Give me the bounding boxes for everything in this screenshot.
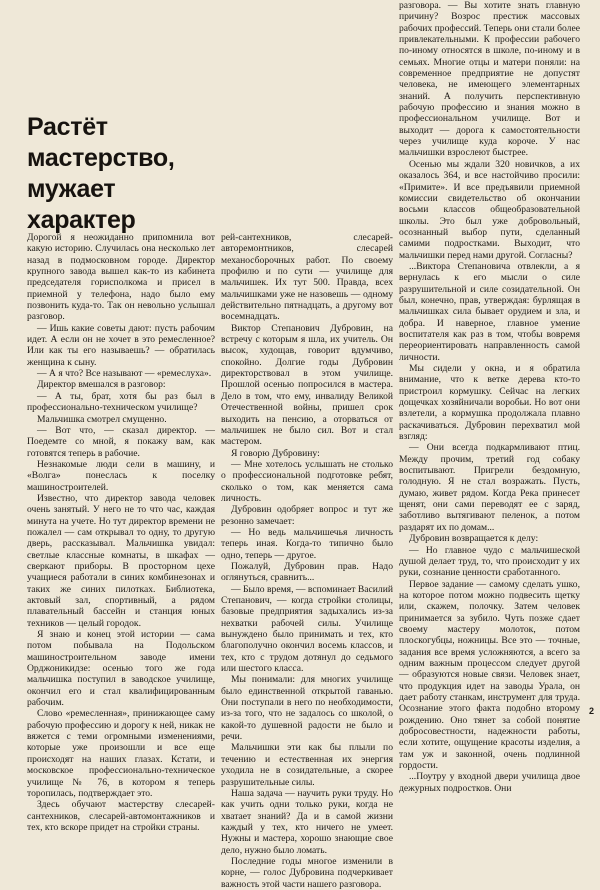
paragraph: — Они всегда подкармливают птиц. Между прочим, третий год собаку воспитывают. Пригрели бездомную, голодную. Я не стал возражать. Пусть, думаю, живет рядом. Когда Река принесет щенят, они сами переводят ее с заряд, заботливо вытягивают пеленок, а потом раздарят их по домам... bbox=[399, 442, 580, 533]
paragraph: Мы понимали: для многих училище было единственной открытой гаванью. Они поступали в него по необходимости, из-за того, что не задалось со школой, о какой-то душевной радости не было и речи. bbox=[221, 674, 393, 743]
headline-line: Растёт bbox=[27, 113, 108, 141]
paragraph: — Мне хотелось услышать не столько о профессиональной подготовке ребят, сколько о том, как меняется сама личность. bbox=[221, 458, 393, 504]
paragraph: Пожалуй, Дубровин прав. Надо оглянуться, сравнить... bbox=[221, 560, 393, 584]
paragraph: разговора. — Вы хотите знать главную причину? Возрос престиж массовых рабочих профессий. Теперь они стали более привлекательными. К профессии рабочего по-иному относятся в школе, по-иному и в семьях. Многие отцы и матери поняли: на современное предприятие не допустят человека, не имеющего элементарных знаний. А получить перспективную рабочую профессию и знания можно в профессиональном училище. Вот и выходит — дорога к самостоятельности через училище куда короче. У нас мальчишки взрослеют быстрее. bbox=[399, 0, 580, 159]
paragraph: Мы сидели у окна, и я обратила внимание, что к ветке дерева кто-то пристроил кормушку. Сейчас на легких дощечках хозяйничали воробьи. Но вот они взлетели, а кормушка продолжала плавно раскачиваться. Дубровин перехватил мой взгляд: bbox=[399, 363, 580, 443]
paragraph: — Но главное чудо с мальчишеской душой делает труд, то, что происходит у их руки, сознание ценности сработанного. bbox=[399, 544, 580, 579]
paragraph: ...Поутру у входной двери училища двое дежурных подростков. Они bbox=[399, 771, 580, 794]
paragraph: Дубровин одобряет вопрос и тут же резонно замечает: bbox=[221, 504, 393, 527]
paragraph: Первое задание — самому сделать ушко, на которое потом можно подвесить щетку или, скажем, полочку. Затем человек принимается за зубило. Чуть позже сдает своему мастеру молоток, потом плоскогубцы, ножницы. Все это — точные, задания все время усложняются, а всего за одним важным процессом следует другой — образуются новые связи. Человек знает, что продукция идет на заводы Урала, он дает работу станкам, инструмент для труда. Осознание этого факта подобно второму рождению. Оно тянет за собой понятие добросовестности, надежности работы, если хотите, ощущение красоты изделия, а там уж и законной, очень подлинной гордости. bbox=[399, 578, 580, 772]
paragraph: Наша задача — научить руки труду. Но как учить одни только руки, когда не хватает знаний? Да и в самой жизни каждый у тех, кто ничего не умеет. Нужны и мастера, хорошо знающие свое дело, нужно было ломать. bbox=[221, 787, 393, 856]
paragraph: Здесь обучают мастерству слесарей-сантехников, слесарей-автомонтажников и тех, кто вскоре придет на стройки страны. bbox=[27, 799, 215, 833]
paragraph: Виктор Степанович Дубровин, на встречу с которым я шла, их учитель. Он высок, худощав, говорит вдумчиво, спокойно. Долгие годы Дубровин директорствовал в этом училище. Прошлой осенью попросился в мастера. Дело в том, что ему, инвалиду Великой Отечественной войны, пришел срок выходить на пенсию, а оторваться от мальчишек не было сил. Вот и стал мастером. bbox=[221, 322, 393, 448]
paragraph: — А я что? Все называют — «ремеслуха». bbox=[37, 368, 212, 380]
page-number: 2 bbox=[588, 706, 594, 716]
paragraph: Мальчишка смотрел смущенно. bbox=[37, 413, 167, 425]
paragraph: Последние годы многое изменили в корне, — голос Дубровина подчеркивает важность этой части нашего разговора. bbox=[221, 855, 393, 890]
paragraph: — Вот что, — сказал директор. — Поедемте со мной, я покажу вам, как готовятся теперь в рабочие. bbox=[27, 424, 215, 459]
paragraph: рей-сантехников, слесарей-авторемонтников, слесарей механосборочных работ. По своему профилю и по сути — училище для мальчишек. Их тут 500. Правда, всех мальчишками уже не назовешь — одному действительно пятнадцать, а другому вот восемнадцать. bbox=[221, 232, 393, 323]
paragraph: Директор вмешался в разговор: bbox=[37, 379, 166, 391]
paragraph: — Но ведь мальчишечья личность теперь иная. Когда-то типично было одно, теперь — другое. bbox=[221, 526, 393, 561]
paragraph: Осенью мы ждали 320 новичков, а их оказалось 364, и все настойчиво просили: «Примите». И все предъявили приемной комиссии свидетельство об окончании восьми классов общеобразовательной школы. Это был уже добровольный, осознанный выбор пути, сделанный самими подростками. Выходит, что мальчишки перед нами другой. Согласны? bbox=[399, 158, 580, 261]
paragraph: Я говорю Дубровину: bbox=[231, 447, 320, 459]
paragraph: Дорогой я неожиданно припомнила вот какую историю. Случилась она несколько лет назад в подмосковном городе. Директор крупного завода вышел как-то из кабинета председателя горисполкома и присел в приемной у телефона, надо было ему позвонить куда-то. Так он невольно услышал разговор. bbox=[27, 232, 215, 323]
paragraph: — Было время, — вспоминает Василий Степанович, — когда стройки столицы, базовые предприятия задыхались из-за нехватки рабочей силы. Училище вынуждено было принимать и тех, кто благополучно окончил восемь классов, и тех, кто с трудом дотянул до седьмого или шестого класса. bbox=[221, 583, 393, 675]
paragraph: ...Виктора Степановича отвлекли, а я вернулась к его мысли о силе разрушительной и силе созидательной. Он был, конечно, прав, утверждая: бурлящая в мальчишках сила бывает орудием и зла, и добра. И наверное, главное умение воспитателя как раз в том, чтобы вовремя переориентировать направленность самой личности. bbox=[399, 260, 580, 363]
paragraph: Известно, что директор завода человек очень занятый. У него не то что час, каждая минута на учете. Но тут директор времени не пожалел — сам открывал то одну, то другую дверь, рассказывал. Мальчишка увидал: светлые классные комнаты, в шкафах — сверкают приборы. В просторном цехе учащиеся работали в синих комбинезонах и таких же синих пилотках. Библиотека, актовый зал, спортивный, а рядом плавательный бассейн и станция юных техников — целый городок. bbox=[27, 492, 215, 629]
text-column-1 bbox=[27, 232, 215, 833]
headline-line: мастерство, bbox=[27, 144, 175, 172]
paragraph: Слово «ремесленная», принижающее саму рабочую профессию и дорогу к ней, никак не вяжется с теми огромными изменениями, которые уже произошли и все еще происходят на наших глазах. Кстати, и московское профессионально-техническое училище № 76, в котором я теперь торопилась, подтверждает это. bbox=[27, 708, 215, 799]
article-headline bbox=[27, 112, 217, 236]
paragraph: Я знаю и конец этой истории — сама потом побывала на Подольском машиностроительном заводе имени Орджоникидзе: осенью того же года мальчишка поступил в заводское училище, окончил его и стал квалифицированным рабочим. bbox=[27, 629, 215, 709]
paragraph: — А ты, брат, хотя бы раз был в профессионально-техническом училище? bbox=[27, 390, 215, 414]
text-column-3 bbox=[399, 0, 580, 794]
paragraph: — Ишь какие советы дают: пусть рабочим идет. А если он не хочет в это ремесленное? Или как ты его называешь? — обратилась женщина к сыну. bbox=[27, 322, 215, 368]
text-column-2 bbox=[221, 232, 393, 890]
headline-line: мужает bbox=[27, 175, 116, 203]
paragraph: Незнакомые люди сели в машину, и «Волга» понеслась к поселку машиностроителей. bbox=[27, 458, 215, 493]
paragraph: Дубровин возвращается к делу: bbox=[409, 533, 539, 545]
headline-line: характер bbox=[27, 206, 136, 234]
paragraph: Мальчишки эти как бы плыли по течению и естественная их энергия уходила не в созидательные, а скорее разрушительные силы. bbox=[221, 742, 393, 788]
